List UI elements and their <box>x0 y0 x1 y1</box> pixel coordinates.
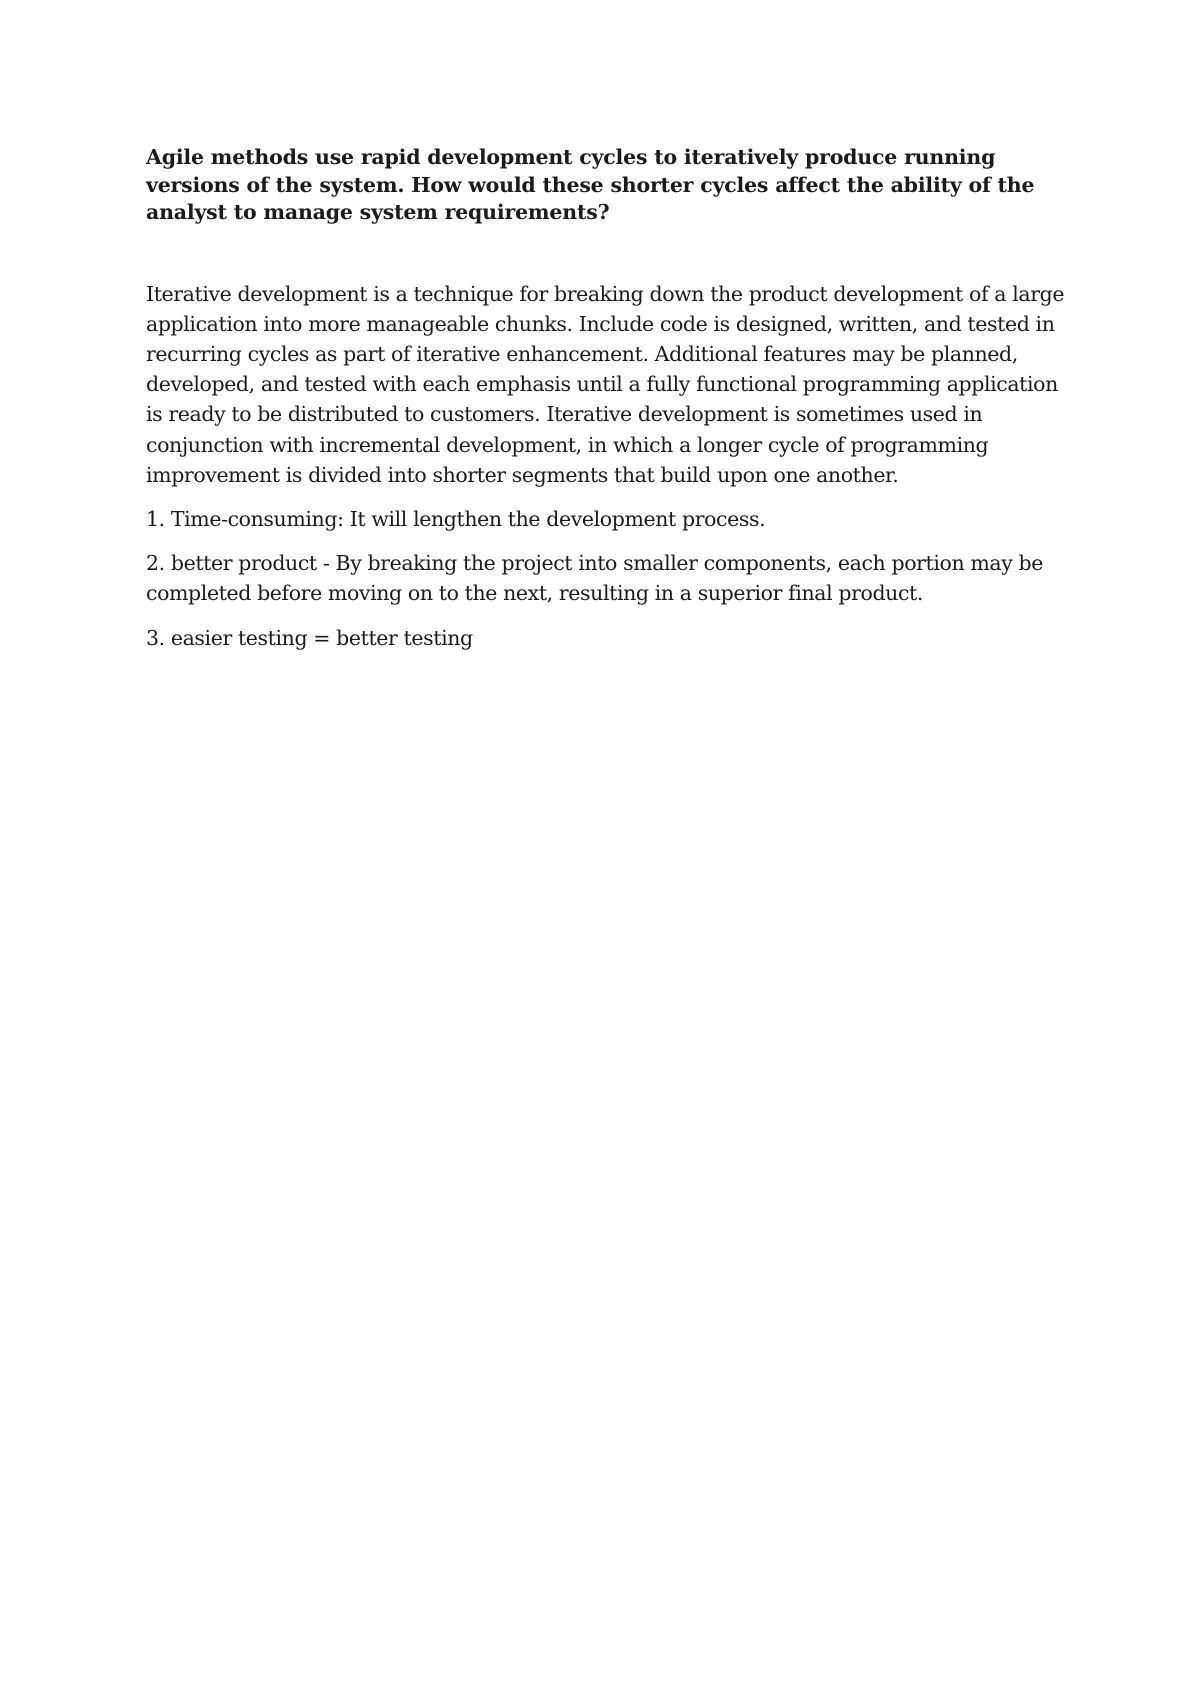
answer-paragraph: Iterative development is a technique for breaking down the product development of a large application into more manageable chunks. Include code is designed, written, and tested in recurring cycles as part of iterative enhancement. Additional features may be planned, developed, and tested with each emphasis until a fully functional programming application is ready to be distributed to customers. Iterative development is sometimes used in conjunction with incremental development, in which a longer cycle of programming improvement is divided into shorter segments that build upon one another. <box>146 281 1065 487</box>
point-item: 1. Time-consuming: It will lengthen the development process. <box>146 506 766 531</box>
document-body <box>146 144 1066 667</box>
question-heading: Agile methods use rapid development cycles to iteratively produce running versions of the system. How would these shorter cycles affect the ability of the analyst to manage system requirements? <box>146 145 1035 224</box>
point-item: 2. better product - By breaking the project into smaller components, each portion may be completed before moving on to the next, resulting in a superior final product. <box>146 551 1043 606</box>
point-item: 3. easier testing = better testing <box>146 625 473 650</box>
